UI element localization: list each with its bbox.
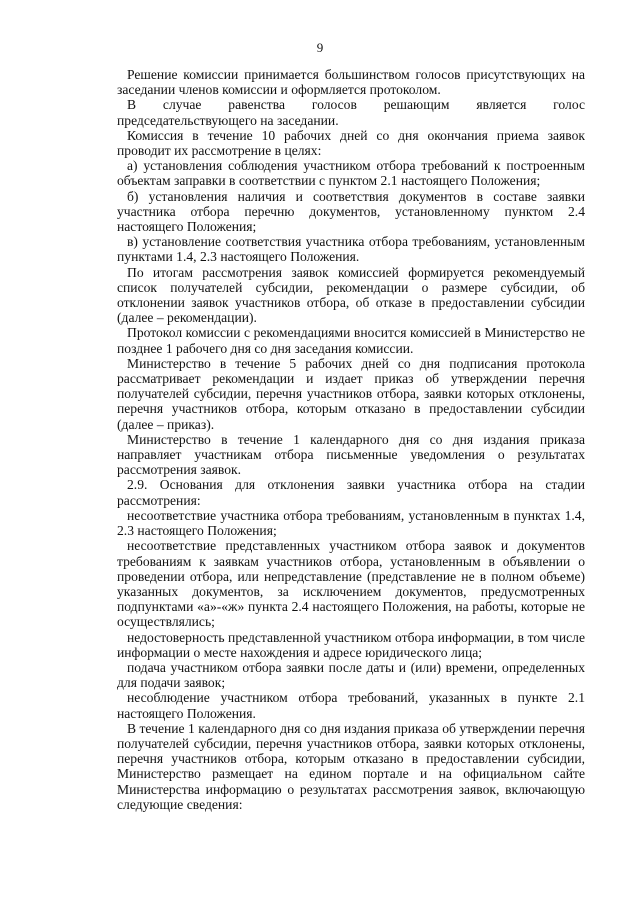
paragraph: Протокол комиссии с рекомендациями вносится комиссией в Министерство не позднее 1 рабочего дня со дня заседания комиссии.: [117, 325, 585, 356]
paragraph: несоответствие представленных участником отбора заявок и документов требованиям к заявкам участников отбора, установленным в объявлении о проведении отбора, или непредставление (представление не в полном объеме) указанных документов, за исключением документов, предусмотренных подпунктами «а»-«ж» пункта 2.4 настоящего Положения, на работы, которые не осуществлялись;: [117, 538, 585, 630]
paragraph: б) установления наличия и соответствия документов в составе заявки участника отбора перечню документов, установленному пунктом 2.4 настоящего Положения;: [117, 188, 585, 235]
paragraph: подача участником отбора заявки после даты и (или) времени, определенных для подачи заявок;: [117, 659, 585, 691]
paragraph: несоответствие участника отбора требованиям, установленным в пунктах 1.4, 2.3 настоящего Положения;: [117, 507, 585, 539]
paragraph: Решение комиссии принимается большинством голосов присутствующих на заседании членов комиссии и оформляется протоколом.: [117, 67, 585, 98]
paragraph: По итогам рассмотрения заявок комиссией формируется рекомендуемый список получателей субсидии, рекомендации о размере субсидии, об отклонении заявок участников отбора, об отказе в предоставлении субсидии (далее – рекомендации).: [117, 264, 585, 326]
paragraph: несоблюдение участником отбора требований, указанных в пункте 2.1 настоящего Положения.: [117, 690, 585, 721]
paragraph: В случае равенства голосов решающим является голос председательствующего на заседании.: [117, 97, 585, 128]
paragraph: недостоверность представленной участником отбора информации, в том числе информации о месте нахождения и адресе юридического лица;: [117, 629, 585, 660]
paragraph: В течение 1 календарного дня со дня издания приказа об утверждении перечня получателей субсидии, перечня участников отбора, заявки которых отклонены, перечня участников отбора, которым отказано в предоставлении субсидии, Министерство размещает на едином портале и на официальном сайте Министерства информацию о результатах рассмотрения заявок, включающую следующие сведения:: [117, 720, 585, 812]
paragraph: Комиссия в течение 10 рабочих дней со дня окончания приема заявок проводит их рассмотрение в целях:: [117, 127, 585, 159]
document-body: [117, 67, 585, 812]
paragraph: в) установление соответствия участника отбора требованиям, установленным пунктами 1.4, 2.3 настоящего Положения.: [117, 234, 585, 265]
page-number: 9: [316, 40, 324, 55]
paragraph: а) установления соблюдения участником отбора требований к построенным объектам заправки в соответствии с пунктом 2.1 настоящего Положения;: [117, 158, 585, 189]
paragraph: Министерство в течение 5 рабочих дней со дня подписания протокола рассматривает рекомендации и издает приказ об утверждении перечня получателей субсидии, перечня участников отбора, заявки которых отклонены, перечня участников отбора, которым отказано в предоставлении субсидии (далее – приказ).: [117, 355, 585, 432]
section-heading-2-9: 2.9. Основания для отклонения заявки участника отбора на стадии рассмотрения:: [117, 477, 585, 508]
paragraph: Министерство в течение 1 календарного дня со дня издания приказа направляет участникам отбора письменные уведомления о результатах рассмотрения заявок.: [117, 431, 585, 478]
